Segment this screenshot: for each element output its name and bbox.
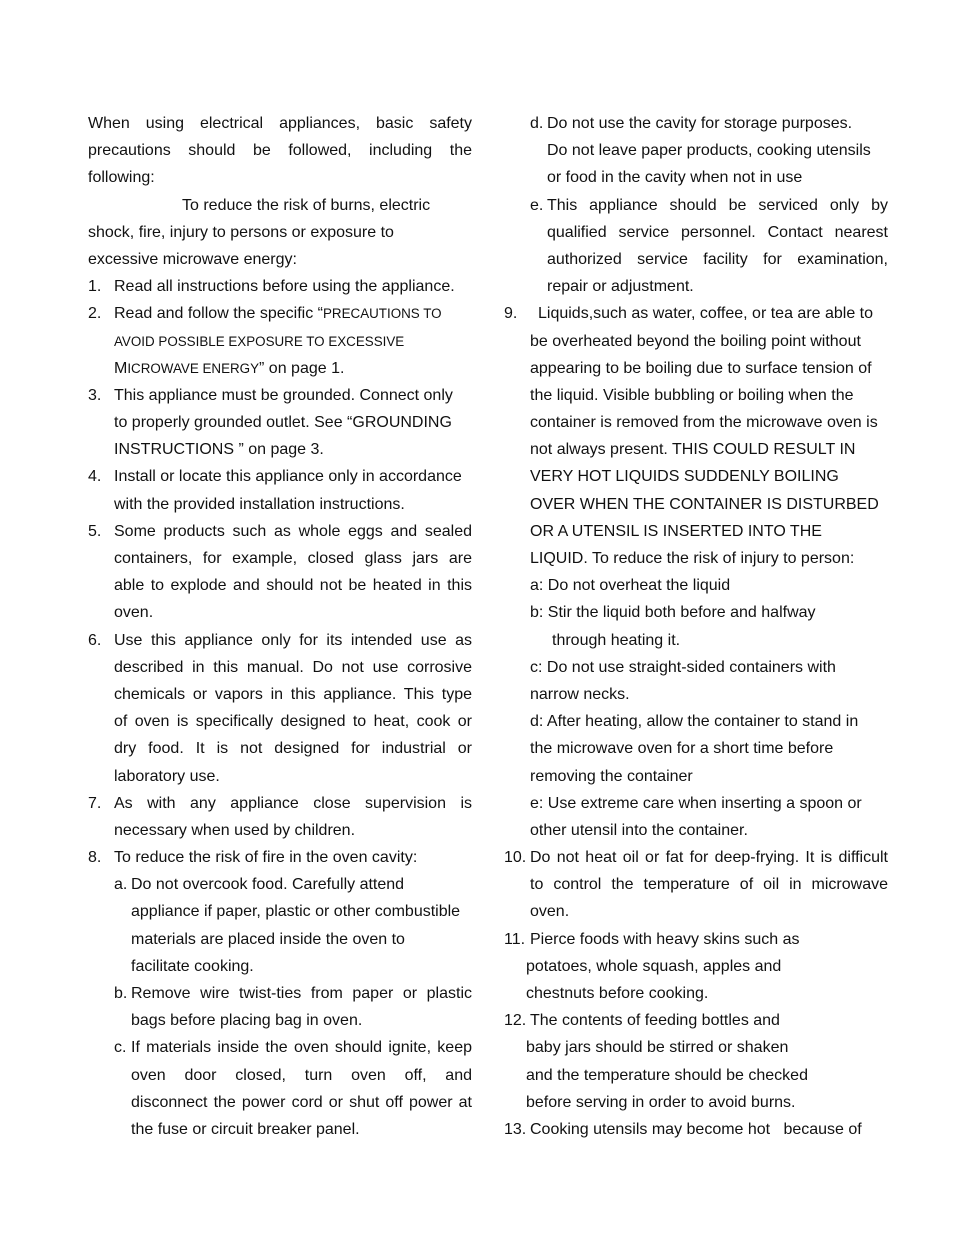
item-text: potatoes, whole squash, apples and: [526, 957, 782, 975]
item-text: Liquids,such as water, coffee, or tea are able to: [538, 305, 874, 323]
list-item-11: [504, 926, 888, 1008]
item-text: appearing to be boiling due to surface tension of: [530, 359, 872, 377]
item-text: d: After heating, allow the container to stand in: [530, 713, 859, 731]
list-item-5: [88, 518, 472, 627]
list-item-8: [88, 844, 472, 1143]
sub-item-text: appliance if paper, plastic or other combustible: [131, 903, 461, 921]
item-text: dry food. It is not designed for industrial or: [114, 740, 472, 758]
item-text: Cooking utensils may become hot because of: [530, 1120, 862, 1138]
item-text: Pierce foods with heavy skins such as: [530, 930, 800, 948]
item-text: to control the temperature of oil in microwave: [530, 876, 888, 894]
list-item-4: [88, 463, 472, 517]
sub-item-text: If materials inside the oven should ignite, keep: [131, 1039, 472, 1057]
item-text: described in this manual. Do not use corrosive: [114, 658, 472, 676]
sub-item-text: repair or adjustment.: [547, 278, 694, 296]
item-number: 2.: [88, 305, 102, 323]
item-text: other utensil into the container.: [530, 821, 748, 839]
item-number: 3.: [88, 386, 102, 404]
item-text: with the provided installation instructions.: [114, 495, 405, 513]
item-text: able to explode and should not be heated in this: [114, 577, 472, 595]
list-item-6: [88, 627, 472, 790]
sub-item-text: Do not overcook food. Carefully attend: [131, 876, 405, 894]
item-text: baby jars should be stirred or shaken: [526, 1039, 789, 1057]
item-text-smallcaps: AVOID POSSIBLE EXPOSURE TO EXCESSIVE: [114, 333, 405, 349]
sub-item-text: the fuse or circuit breaker panel.: [131, 1120, 360, 1138]
sub-item-8b: [88, 980, 472, 1034]
item-text-smallcaps: ICROWAVE ENERGY: [127, 360, 260, 376]
item-number: 4.: [88, 468, 102, 486]
item-text: oven.: [530, 903, 570, 921]
item-number: 13.: [504, 1120, 527, 1138]
item-text: INSTRUCTIONS ” on page 3.: [114, 441, 324, 459]
item-text: chemicals or vapors in this appliance. This type: [114, 685, 472, 703]
item-number: 12.: [504, 1012, 527, 1030]
sub-item-text: materials are placed inside the oven to: [131, 930, 405, 948]
item-text: Read all instructions before using the appliance.: [114, 278, 455, 296]
item-text: necessary when used by children.: [114, 821, 356, 839]
item-text: e: Use extreme care when inserting a spoon or: [530, 794, 862, 812]
intro-line: following:: [88, 169, 155, 187]
item-number: 9.: [504, 305, 518, 323]
warning-paragraph: [88, 192, 472, 274]
list-item-13: [504, 1116, 888, 1143]
list-item-2: [88, 300, 472, 382]
item-text: OVER WHEN THE CONTAINER IS DISTURBED: [530, 495, 879, 513]
sub-item-8c: [88, 1034, 472, 1143]
item-text: LIQUID. To reduce the risk of injury to person:: [530, 550, 855, 567]
sub-item-text: authorized service facility for examination,: [547, 250, 888, 268]
list-item-7: [88, 790, 472, 844]
item-text: laboratory use.: [114, 767, 220, 785]
item-number: 11.: [504, 930, 526, 948]
item-text: c: Do not use straight-sided containers with: [530, 658, 836, 676]
sub-item-text: bags before placing bag in oven.: [131, 1012, 363, 1030]
item-text: to properly grounded outlet. See “GROUNDING: [114, 414, 452, 432]
sub-item-8d: [504, 110, 888, 192]
item-text: Install or locate this appliance only in accordance: [114, 468, 462, 486]
item-text: the liquid. Visible bubbling or boiling when the: [530, 386, 854, 404]
item-text: Some products such as whole eggs and sealed: [114, 522, 472, 540]
item-text: through heating it.: [552, 631, 681, 649]
item-number: 5.: [88, 522, 102, 540]
sub-item-text: This appliance should be serviced only by: [547, 196, 888, 214]
sub-item-8e: [504, 192, 888, 301]
item-text: VERY HOT LIQUIDS SUDDENLY BOILING: [530, 468, 839, 486]
sub-item-text: Do not use the cavity for storage purposes.: [547, 115, 853, 132]
item-text: and the temperature should be checked: [526, 1066, 808, 1084]
intro-line: When using electrical appliances, basic safety: [88, 115, 472, 132]
item-text: b: Stir the liquid both before and halfway: [530, 604, 816, 622]
item-text: ” on page 1.: [259, 359, 345, 377]
item-text: oven.: [114, 604, 154, 622]
sub-item-label: c.: [114, 1039, 127, 1057]
item-number: 10.: [504, 849, 527, 867]
item-text: removing the container: [530, 767, 693, 785]
item-text: containers, for example, closed glass jars are: [114, 550, 472, 567]
list-item-3: [88, 382, 472, 464]
sub-item-text: or food in the cavity when not in use: [547, 169, 803, 187]
item-text: be overheated beyond the boiling point without: [530, 332, 861, 350]
sub-item-label: b.: [114, 985, 128, 1002]
item-text: before serving in order to avoid burns.: [526, 1093, 796, 1111]
sub-item-label: d.: [530, 115, 544, 132]
intro-line: precautions should be followed, including the: [88, 142, 472, 160]
item-text: the microwave oven for a short time before: [530, 740, 834, 758]
left-column: [88, 110, 472, 1143]
sub-item-8a: [88, 871, 472, 980]
item-text: narrow necks.: [530, 685, 630, 703]
sub-item-text: facilitate cooking.: [131, 957, 254, 975]
warning-line: shock, fire, injury to persons or exposure to: [88, 223, 394, 241]
item-text: not always present. THIS COULD RESULT IN: [530, 441, 856, 459]
item-number: 1.: [88, 278, 102, 296]
list-item-12: [504, 1007, 888, 1116]
item-number: 7.: [88, 794, 102, 812]
sub-item-text: qualified service personnel. Contact nearest: [547, 223, 888, 241]
sub-item-text: Remove wire twist-ties from paper or plastic: [131, 985, 472, 1002]
list-item-1: [88, 273, 472, 300]
item-text: Read and follow the specific “: [114, 305, 323, 323]
warning-line: excessive microwave energy:: [88, 250, 297, 268]
list-item-9: [504, 300, 888, 844]
item-number: 6.: [88, 631, 102, 649]
item-text: a: Do not overheat the liquid: [530, 577, 731, 595]
sub-item-text: disconnect the power cord or shut off power at: [131, 1093, 472, 1111]
warning-line: To reduce the risk of burns, electric: [182, 196, 431, 214]
item-text: To reduce the risk of fire in the oven cavity:: [114, 849, 418, 867]
item-text: This appliance must be grounded. Connect only: [114, 386, 453, 404]
sub-item-label: a.: [114, 876, 128, 894]
sub-item-text: Do not leave paper products, cooking utensils: [547, 142, 871, 160]
item-text: OR A UTENSIL IS INSERTED INTO THE: [530, 522, 822, 540]
item-number: 8.: [88, 849, 102, 867]
item-text: As with any appliance close supervision is: [114, 794, 472, 812]
right-column: [504, 110, 888, 1143]
item-text: Use this appliance only for its intended use as: [114, 631, 472, 649]
sub-item-text: oven door closed, turn oven off, and: [131, 1066, 472, 1084]
item-text: The contents of feeding bottles and: [530, 1012, 780, 1030]
item-text: M: [114, 359, 128, 377]
item-text: container is removed from the microwave oven is: [530, 414, 878, 432]
item-text: of oven is specifically designed to heat, cook or: [114, 713, 472, 731]
item-text: chestnuts before cooking.: [526, 985, 709, 1002]
item-text: Do not heat oil or fat for deep-frying. It is difficult: [530, 849, 888, 867]
intro-paragraph: [88, 110, 472, 192]
sub-item-label: e.: [530, 196, 544, 214]
item-text-smallcaps: PRECAUTIONS TO: [323, 306, 442, 322]
list-item-10: [504, 844, 888, 926]
